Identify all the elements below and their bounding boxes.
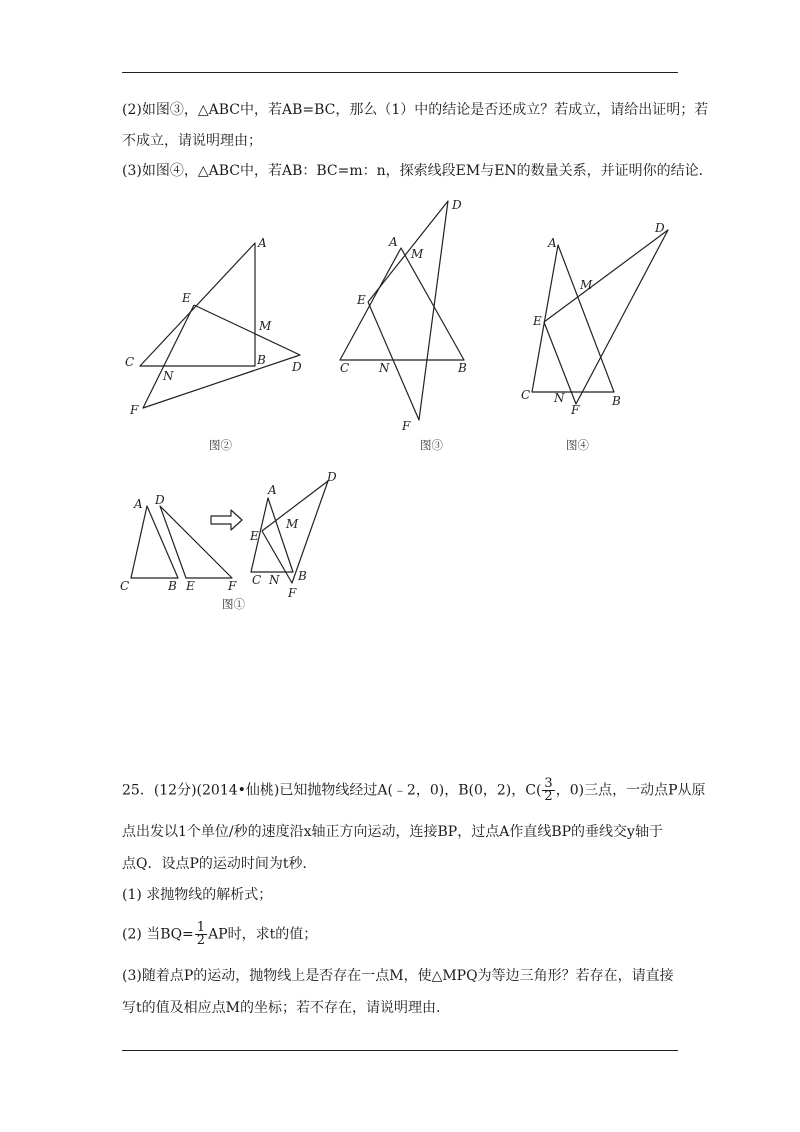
fig3-label-C: C bbox=[340, 361, 350, 375]
fig4-label-D: D bbox=[655, 221, 665, 235]
fig1-left-label-A: A bbox=[134, 497, 143, 511]
fig4-label-E: E bbox=[533, 314, 542, 328]
fig3-label-A: A bbox=[389, 235, 398, 249]
figure-3 bbox=[340, 198, 467, 452]
q-prev-part3: (3)如图④，△ABC中，若AB：BC=m：n，探索线段EM与EN的数量关系，并证明你的结论． bbox=[122, 163, 713, 179]
fig3-label-E: E bbox=[357, 293, 366, 307]
fig2-caption: 图② bbox=[209, 438, 232, 452]
q25-fraction-numerator: 3 bbox=[544, 776, 553, 791]
q25-line2: 点出发以1个单位/秒的速度沿x轴正方向运动，连接BP，过点A作直线BP的垂线交y轴于 bbox=[122, 824, 663, 840]
fig2-label-E: E bbox=[182, 291, 191, 305]
fig1-right-label-N: N bbox=[269, 573, 280, 587]
fig2-label-B: B bbox=[257, 353, 266, 367]
right-arrow-icon bbox=[211, 510, 242, 530]
q-prev-part2-cont: 不成立，请说明理由； bbox=[122, 133, 262, 149]
q25-fraction-denominator: 2 bbox=[544, 789, 553, 804]
bottom-rule bbox=[122, 1050, 678, 1051]
fig1-right-label-C: C bbox=[252, 573, 262, 587]
q25-line1 bbox=[122, 778, 706, 803]
fig1-left-label-D: D bbox=[155, 493, 165, 507]
fig2-label-M: M bbox=[259, 319, 272, 333]
fig3-label-B: B bbox=[458, 361, 467, 375]
fig3-label-F: F bbox=[402, 419, 411, 433]
q25-sub2-b: AP时，求t的值； bbox=[208, 926, 318, 943]
fig2-label-C: C bbox=[125, 355, 135, 369]
fig3-label-N: N bbox=[379, 361, 390, 375]
fig3-label-D: D bbox=[452, 198, 462, 212]
q25-sub2-a: (2) 当BQ= bbox=[122, 926, 194, 943]
fig1-left-label-B: B bbox=[168, 579, 177, 593]
q-prev-part2: (2)如图③，△ABC中，若AB=BC，那么（1）中的结论是否还成立？若成立，请给出证明；若 bbox=[122, 102, 709, 118]
fig3-caption: 图③ bbox=[420, 438, 443, 452]
fig1-right-label-A: A bbox=[268, 483, 277, 497]
q25-line1-b: ，0)三点，一动点P从原 bbox=[555, 782, 706, 799]
fig1-caption: 图① bbox=[222, 597, 245, 611]
fig2-label-D: D bbox=[292, 360, 302, 374]
fig1-left-label-F: F bbox=[228, 579, 237, 593]
fig4-label-C: C bbox=[521, 388, 531, 402]
q25-sub2-numerator: 1 bbox=[196, 920, 206, 935]
q25-sub2 bbox=[122, 922, 317, 947]
fig2-label-A: A bbox=[258, 236, 267, 250]
fig1-left-label-C: C bbox=[120, 579, 130, 593]
fig1-right-label-D: D bbox=[327, 470, 337, 484]
fig2-label-F: F bbox=[130, 403, 139, 417]
fig4-label-A: A bbox=[548, 236, 557, 250]
q25-line1-a: 25．(12分)(2014•仙桃)已知抛物线经过A(﹣2，0)，B(0，2)，C( bbox=[122, 782, 542, 799]
fig3-label-M: M bbox=[411, 247, 424, 261]
q25-fraction-3-2 bbox=[542, 778, 554, 803]
fig4-label-M: M bbox=[580, 278, 593, 292]
q25-sub1: (1) 求抛物线的解析式； bbox=[122, 887, 273, 903]
q25-sub3-cont: 写t的值及相应点M的坐标；若不存在，请说明理由. bbox=[122, 1000, 441, 1016]
fig4-caption: 图④ bbox=[566, 438, 589, 452]
q25-sub3: (3)随着点P的运动，抛物线上是否存在一点M，使△MPQ为等边三角形？若存在，请直接 bbox=[122, 968, 674, 984]
fig4-label-N: N bbox=[554, 391, 565, 405]
q25-fraction-1-2 bbox=[195, 922, 207, 947]
fig1-right-label-B: B bbox=[298, 569, 307, 583]
fig4-label-F: F bbox=[571, 403, 580, 417]
fig1-left-label-E: E bbox=[186, 579, 195, 593]
fig4-label-B: B bbox=[612, 394, 621, 408]
fig1-right-label-E: E bbox=[250, 529, 259, 543]
fig2-label-N: N bbox=[163, 369, 174, 383]
fig1-right-label-M: M bbox=[286, 517, 299, 531]
figure-1-initial bbox=[120, 493, 237, 593]
figure-4 bbox=[521, 221, 668, 452]
figure-2 bbox=[125, 236, 302, 452]
fig1-right-label-F: F bbox=[288, 586, 297, 600]
q25-sub2-denominator: 2 bbox=[196, 933, 206, 948]
q25-line3: 点Q．设点P的运动时间为t秒． bbox=[122, 856, 317, 872]
figure-1-result bbox=[222, 470, 337, 611]
